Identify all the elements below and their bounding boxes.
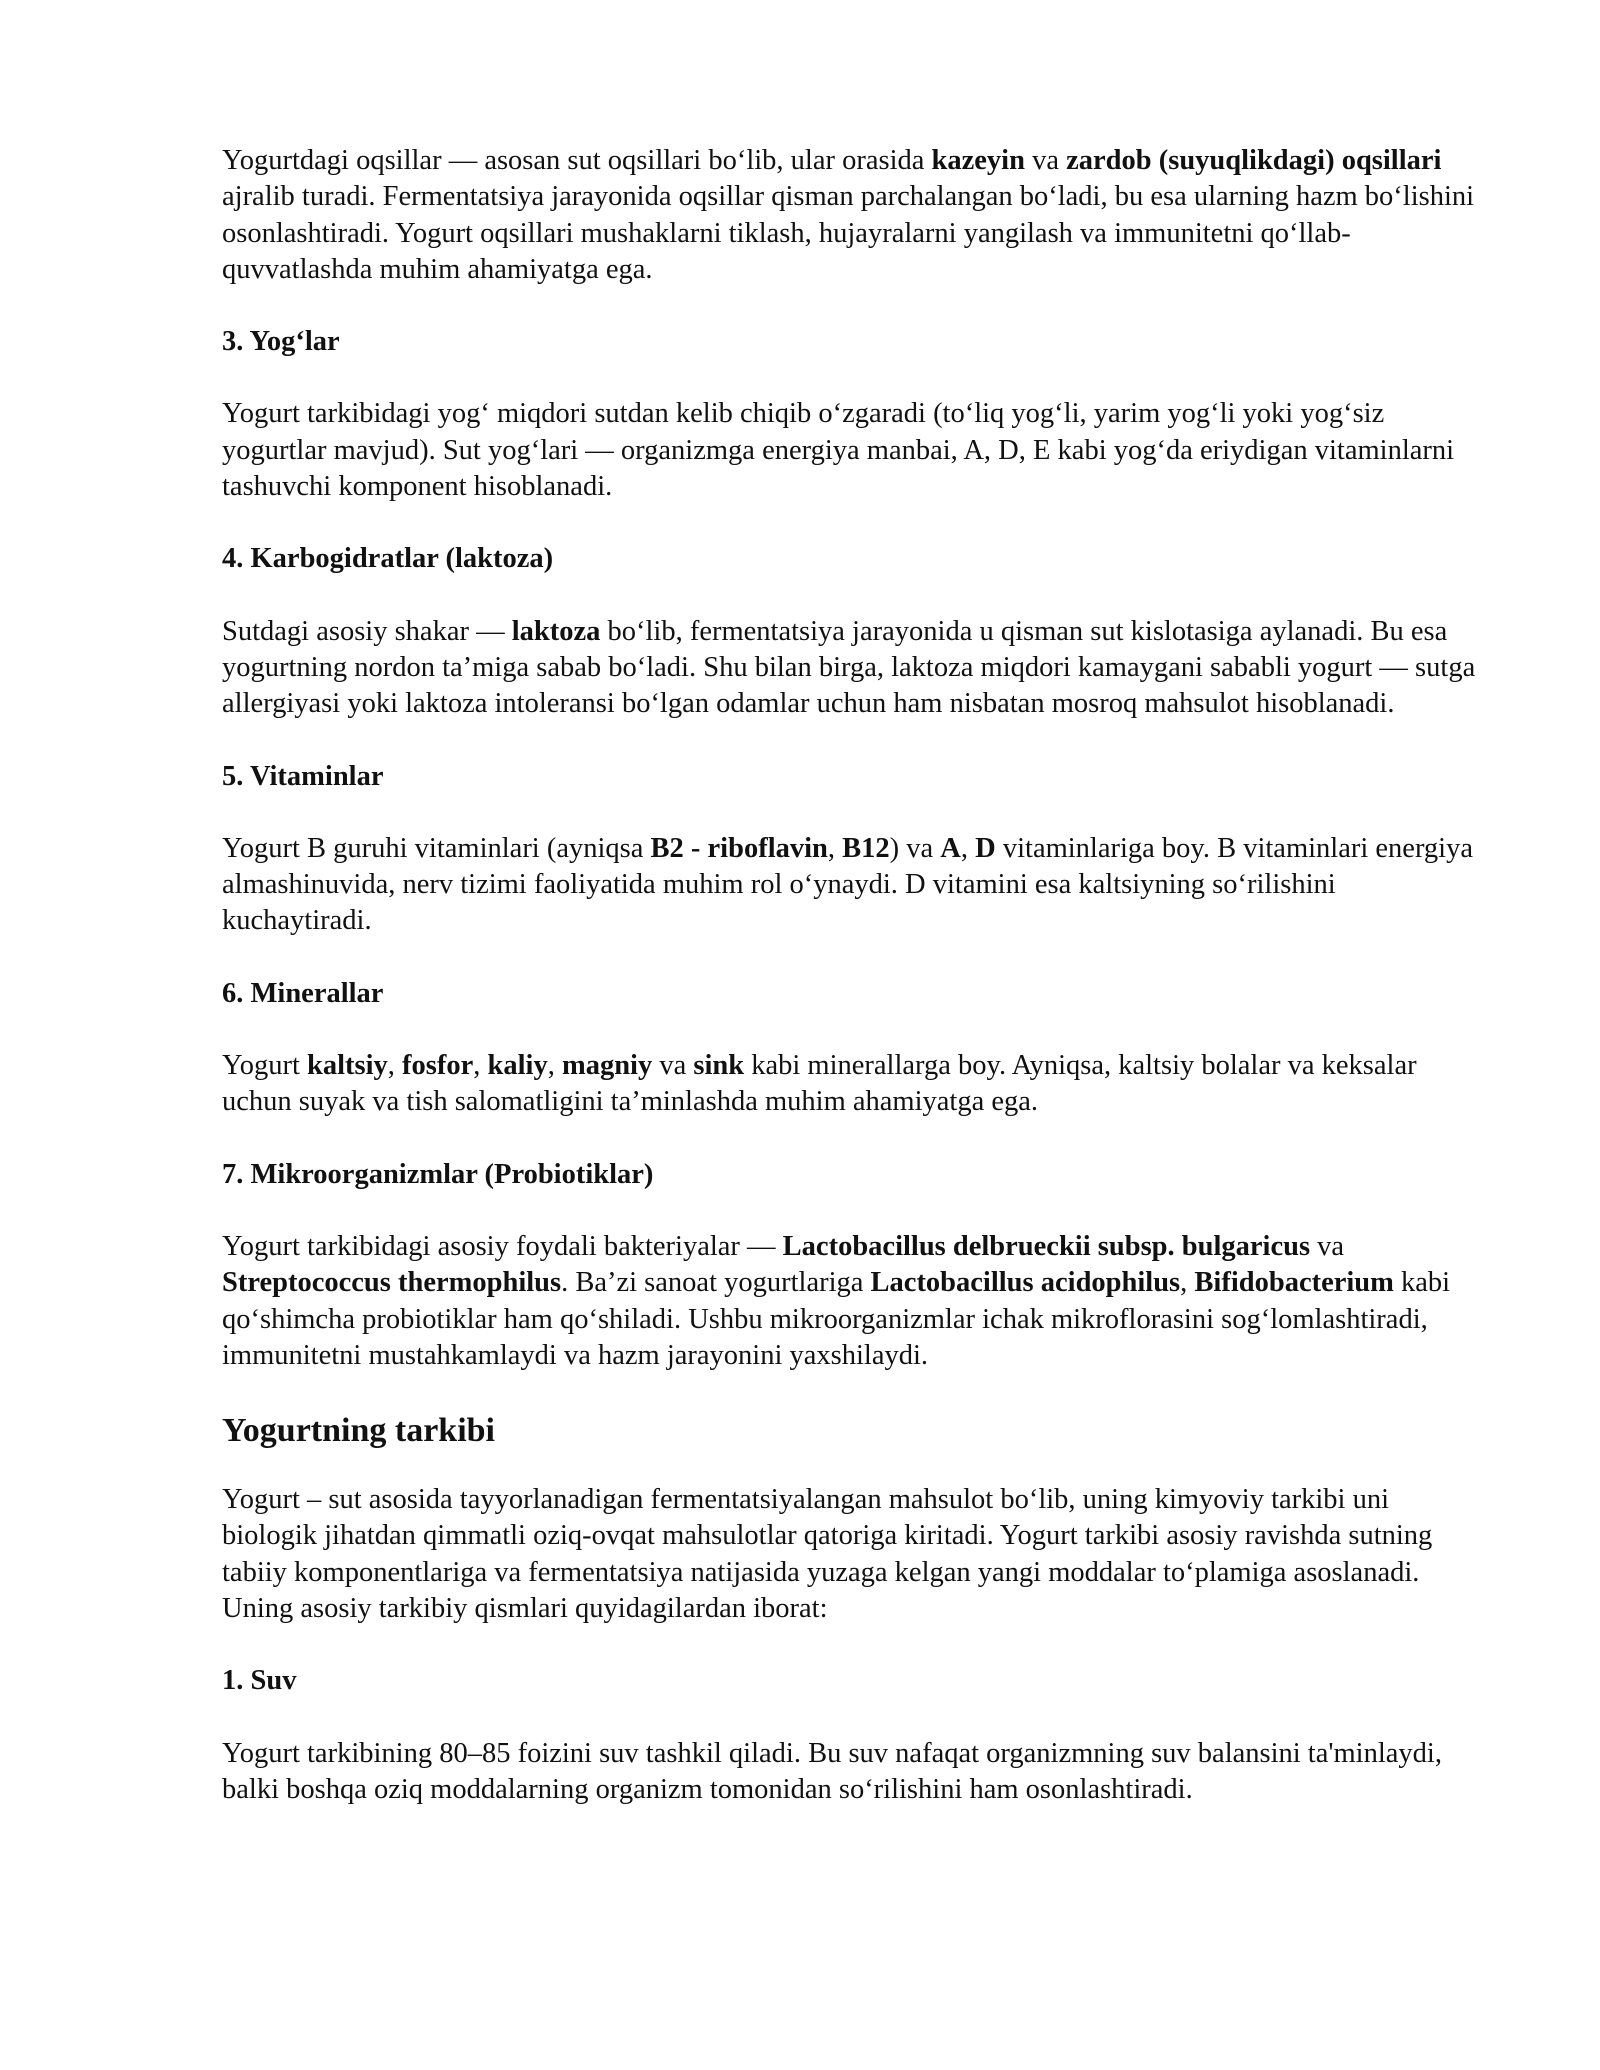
text-run: Yogurt – sut asosida tayyorlanadigan fermentatsiyalangan mahsulot bo‘lib, uning kimyoviy tarkibi uni biologik jihatdan qimmatli oziq-ovqat mahsulotlar qatoriga kiritadi. Yogurt tarkibi asosiy ravishda sutning tabiiy komponentlariga va fermentatsiya natijasida yuzaga kelgan yangi moddalar to‘plamiga asoslanadi. Uning asosiy tarkibiy qismlari quyidagilardan iborat: xyxy=(222,1484,1433,1625)
bold-term: D xyxy=(975,832,996,864)
bold-term: kaliy xyxy=(487,1050,548,1082)
bold-term: magniy xyxy=(561,1050,653,1082)
text-run: kabi qo‘shimcha probiotiklar ham qo‘shiladi. Ushbu mikroorganizmlar ichak mikroflorasini sog‘lomlashtiradi, immunitetni mustahkamlaydi va hazm jarayonini yaxshilaydi. xyxy=(222,1267,1451,1371)
bold-term: Lactobacillus delbrueckii subsp. bulgaricus xyxy=(782,1230,1311,1262)
bold-term: Streptococcus thermophilus xyxy=(222,1267,562,1299)
text-run: Yogurt tarkibidagi yog‘ miqdori sutdan kelib chiqib o‘zgaradi (to‘liq yog‘li, yarim yog‘li yoki yog‘siz yogurtlar mavjud). Sut yog‘lari — organizmga energiya manbai, A, D, E kabi yog‘da eriydigan vitaminlarni tashuvchi komponent hisoblanadi. xyxy=(222,398,1455,503)
text-run: va xyxy=(1024,145,1067,176)
text-run: va xyxy=(1310,1230,1345,1262)
text-run: Yogurt tarkibining 80–85 foizini suv tashkil qiladi. Bu suv nafaqat organizmning suv balansini ta'minlaydi, balki boshqa oziq moddalarning organizm tomonidan so‘rilishini ham osonlashtiradi. xyxy=(222,1737,1442,1805)
bold-term: B12 xyxy=(842,832,890,864)
subsection-heading: 5. Vitaminlar xyxy=(222,760,384,792)
bold-term: B2 - riboflavin xyxy=(650,832,828,864)
paragraph xyxy=(222,396,1484,505)
text-run: Yogurt xyxy=(222,1050,308,1082)
text-run: vitaminlariga boy. B vitaminlari energiya almashinuvida, nerv tizimi faoliyatida muhim rol o‘ynaydi. D vitamini esa kaltsiyning so‘rilishini kuchaytiradi. xyxy=(222,832,1473,937)
text-run: , xyxy=(473,1050,488,1082)
bold-term: kazeyin xyxy=(931,145,1025,176)
subsection-heading: 6. Minerallar xyxy=(222,977,384,1009)
text-run: bo‘lib, fermentatsiya jarayonida u qisman sut kislotasiga aylanadi. Bu esa yogurtning nordon ta’miga sabab bo‘ladi. Shu bilan birga, laktoza miqdori kamaygani sababli yogurt — sutga allergiyasi yoki laktoza intoleransi bo‘lgan odamlar uchun ham nisbatan mosroq mahsulot hisoblanadi. xyxy=(222,615,1476,720)
text-run: . Ba’zi sanoat yogurtlariga xyxy=(561,1267,871,1299)
subsection-heading: 3. Yog‘lar xyxy=(222,326,340,358)
bold-term: laktoza xyxy=(511,615,601,647)
text-run: , xyxy=(1180,1267,1195,1299)
bold-term: Lactobacillus acidophilus xyxy=(870,1267,1181,1299)
text-run: , xyxy=(827,832,843,864)
paragraph xyxy=(222,614,1484,723)
paragraph xyxy=(222,143,1484,288)
bold-term: fosfor xyxy=(402,1050,474,1082)
text-run: Yogurt B guruhi vitaminlari (ayniqsa xyxy=(222,832,651,864)
text-run: ) va xyxy=(889,832,941,864)
text-run: ajralib turadi. Fermentatsiya jarayonida oqsillar qisman parchalangan bo‘ladi, bu esa ularning hazm bo‘lishini osonlashtiradi. Yogurt oqsillari mushaklarni tiklash, hujayralarni yangilash va immunitetni qo‘llab-quvvatlashda muhim ahamiyatga ega. xyxy=(222,181,1475,285)
paragraph xyxy=(222,1482,1484,1627)
bold-term: zardob (suyuqlikdagi) oqsillari xyxy=(1066,145,1442,176)
text-run: va xyxy=(652,1050,694,1082)
text-run: kabi minerallarga boy. Ayniqsa, kaltsiy bolalar va keksalar uchun suyak va tish salomatligini ta’minlashda muhim ahamiyatga ega. xyxy=(222,1050,1417,1118)
bold-term: A xyxy=(940,832,961,864)
text-run: Sutdagi asosiy shakar — xyxy=(222,615,512,647)
bold-term: kaltsiy xyxy=(307,1050,388,1082)
text-run: , xyxy=(387,1050,403,1082)
text-run: , xyxy=(547,1050,562,1082)
text-run: Yogurt tarkibidagi asosiy foydali bakteriyalar — xyxy=(222,1230,783,1262)
document-body xyxy=(222,143,1484,1844)
paragraph xyxy=(222,1229,1484,1374)
text-run: , xyxy=(960,832,976,864)
subsection-heading: 1. Suv xyxy=(222,1665,297,1697)
text-run: Yogurtdagi oqsillar — asosan sut oqsillari bo‘lib, ular orasida xyxy=(222,145,932,176)
subsection-heading: 4. Karbogidratlar (laktoza) xyxy=(222,543,554,575)
section-title: Yogurtning tarkibi xyxy=(222,1412,495,1450)
paragraph xyxy=(222,1048,1484,1121)
subsection-heading: 7. Mikroorganizmlar (Probiotiklar) xyxy=(222,1158,654,1190)
bold-term: sink xyxy=(693,1050,745,1082)
paragraph xyxy=(222,1736,1484,1809)
bold-term: Bifidobacterium xyxy=(1194,1267,1394,1299)
paragraph xyxy=(222,831,1484,940)
